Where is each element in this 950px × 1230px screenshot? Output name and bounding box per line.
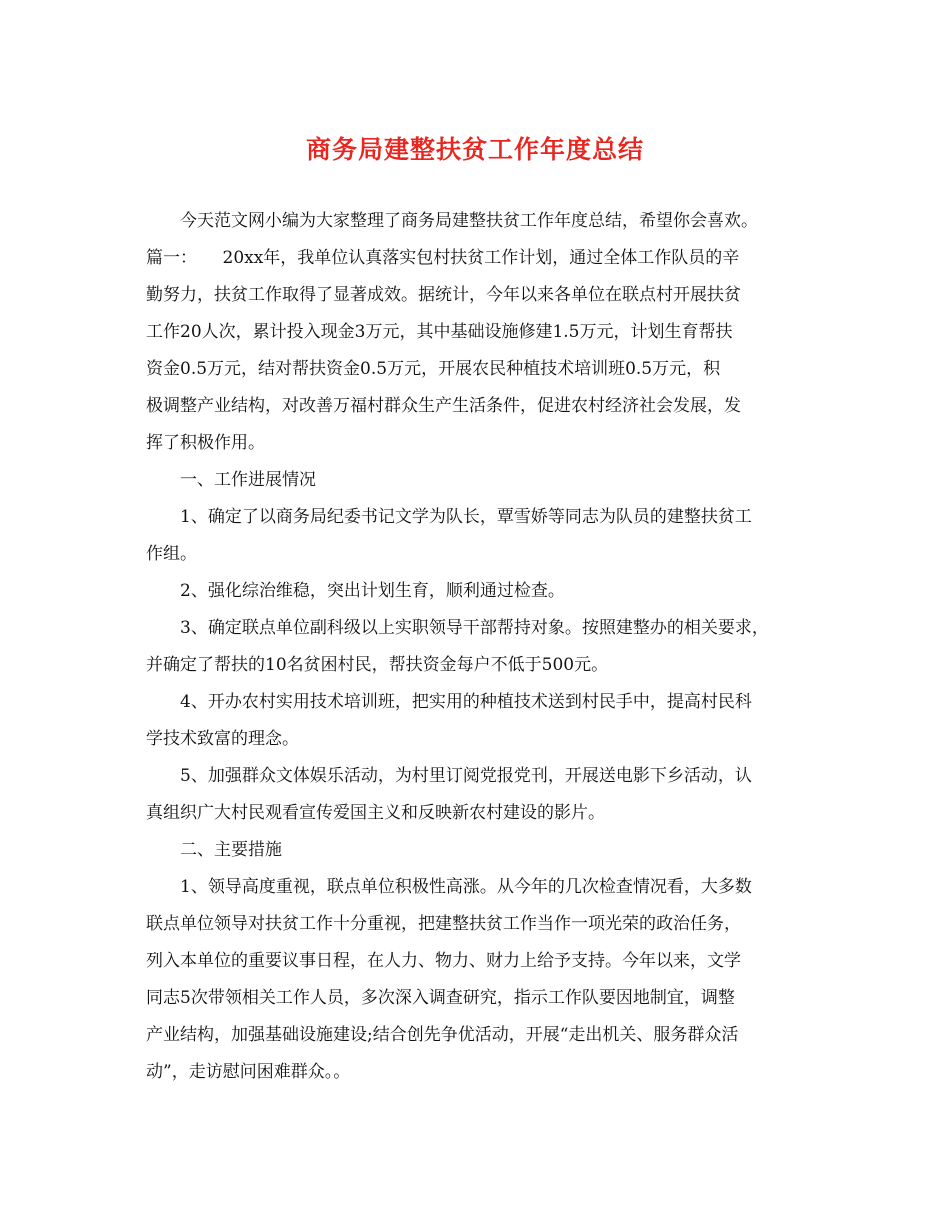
paragraph-line: 资金0.5万元，结对帮扶资金0.5万元，开展农民种植技术培训班0.5万元，积 (146, 359, 721, 379)
list-item: 3、确定联点单位副科级以上实职领导干部帮持对象。按照建整办的相关要求， (180, 618, 769, 638)
paragraph-line: 工作20人次，累计投入现金3万元，其中基础设施修建1.5万元，计划生育帮扶 (146, 322, 733, 342)
list-item: 5、加强群众文体娱乐活动，为村里订阅党报党刊，开展送电影下乡活动，认 (180, 766, 752, 786)
list-item-continuation: 作组。 (146, 544, 197, 564)
list-item: 1、确定了以商务局纪委书记文学为队长，覃雪娇等同志为队员的建整扶贫工 (180, 507, 752, 527)
paragraph-line: 篇一： 20xx年，我单位认真落实包村扶贫工作计划，通过全体工作队员的辛 (146, 248, 740, 268)
paragraph-line: 勤努力，扶贫工作取得了显著成效。据统计，今年以来各单位在联点村开展扶贫 (146, 285, 741, 305)
list-item-continuation: 真组织广大村民观看宣传爱国主义和反映新农村建设的影片。 (146, 803, 605, 823)
list-item: 2、强化综治维稳，突出计划生育，顺利通过检查。 (180, 581, 565, 601)
list-item-continuation: 联点单位领导对扶贫工作十分重视，把建整扶贫工作当作一项光荣的政治任务， (146, 914, 741, 934)
list-item-continuation: 列入本单位的重要议事日程，在人力、物力、财力上给予支持。今年以来，文学 (146, 951, 741, 971)
list-item-continuation: 产业结构，加强基础设施建设;结合创先争优活动，开展“走出机关、服务群众活 (146, 1025, 739, 1045)
list-item-continuation: 同志5次带领相关工作人员，多次深入调查研究，指示工作队要因地制宜，调整 (146, 988, 735, 1008)
paragraph-line: 极调整产业结构，对改善万福村群众生产生活条件，促进农村经济社会发展，发 (146, 396, 741, 416)
section-heading: 二、主要措施 (180, 840, 282, 860)
list-item: 1、领导高度重视，联点单位积极性高涨。从今年的几次检查情况看，大多数 (180, 877, 752, 897)
list-item-continuation: 动”，走访慰问困难群众。。 (146, 1062, 351, 1082)
list-item: 4、开办农村实用技术培训班，把实用的种植技术送到村民手中，提高村民科 (180, 692, 752, 712)
intro-line: 今天范文网小编为大家整理了商务局建整扶贫工作年度总结，希望你会喜欢。 (180, 211, 758, 231)
paragraph-line: 挥了积极作用。 (146, 433, 265, 453)
document-title: 商务局建整扶贫工作年度总结 (305, 135, 644, 164)
section-heading: 一、工作进展情况 (180, 470, 316, 490)
list-item-continuation: 学技术致富的理念。 (146, 729, 299, 749)
list-item-continuation: 并确定了帮扶的10名贫困村民，帮扶资金每户不低于500元。 (146, 655, 609, 675)
